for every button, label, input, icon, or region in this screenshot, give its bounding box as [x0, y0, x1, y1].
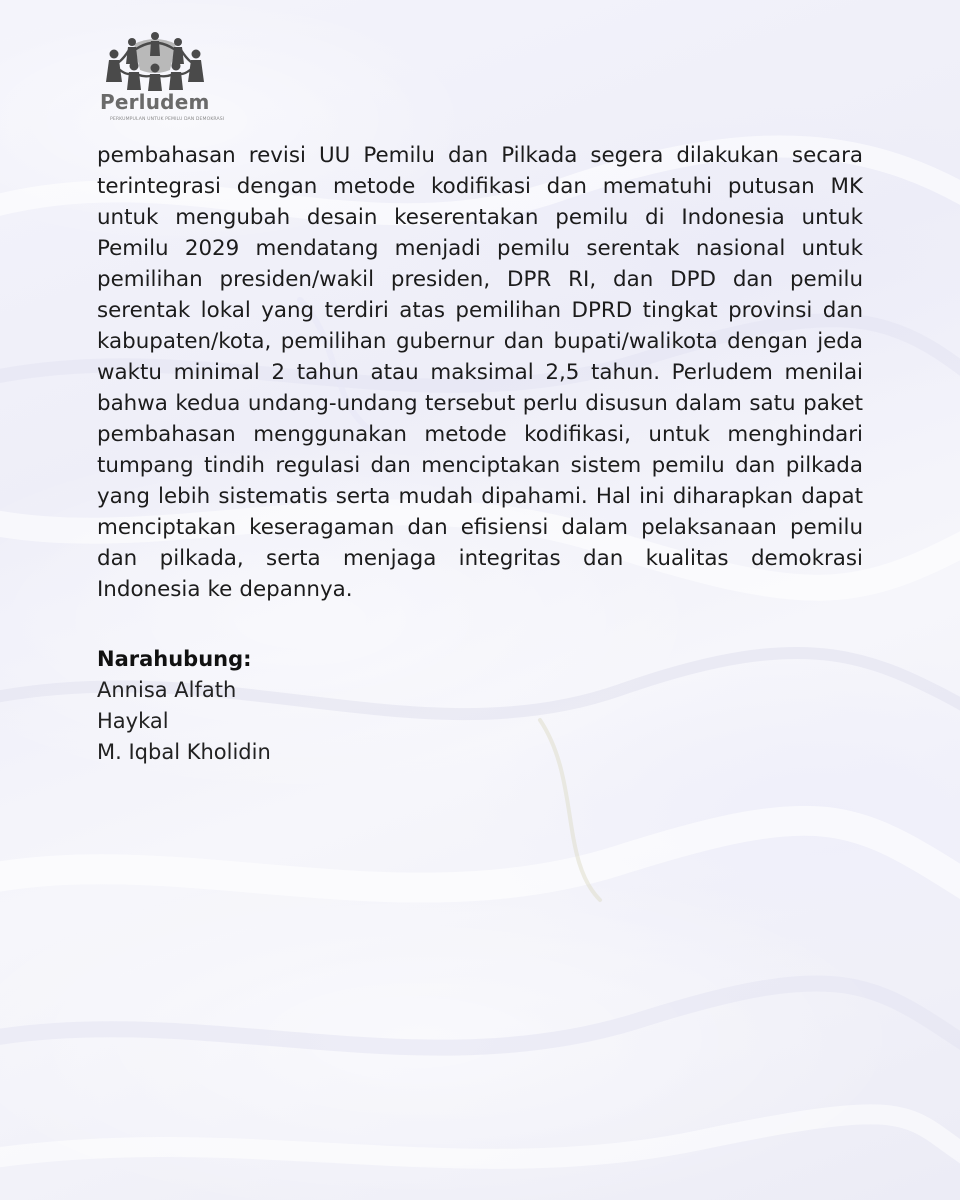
contact-section [97, 644, 863, 768]
perludem-logo [100, 30, 224, 130]
people-circle-logo-icon [100, 30, 210, 92]
logo-tagline: PERKUMPULAN UNTUK PEMILU DAN DEMOKRASI [110, 117, 225, 122]
contact-name: Annisa Alfath [97, 678, 237, 702]
press-release-content [97, 140, 863, 768]
contact-name: Haykal [97, 709, 169, 733]
body-paragraph: pembahasan revisi UU Pemilu dan Pilkada segera dilakukan secara terintegrasi dengan metode kodifikasi dan mematuhi putusan MK untuk mengubah desain keserentakan pemilu di Indonesia untuk Pemilu 2029 mendatang menjadi pemilu serentak nasional untuk pemilihan presiden/wakil presiden, DPR RI, dan DPD dan pemilu serentak lokal yang terdiri atas pemilihan DPRD tingkat provinsi dan kabupaten/kota, pemilihan gubernur dan bupati/walikota dengan jeda waktu minimal 2 tahun atau maksimal 2,5 tahun. Perludem menilai bahwa kedua undang-undang tersebut perlu disusun dalam satu paket pembahasan menggunakan metode kodifikasi, untuk menghindari tumpang tindih regulasi dan menciptakan sistem pemilu dan pilkada yang lebih sistematis serta mudah dipahami. Hal ini diharapkan dapat menciptakan keseragaman dan efisiensi dalam pelaksanaan pemilu dan pilkada, serta menjaga integritas dan kualitas demokrasi Indonesia ke depannya. [97, 143, 863, 602]
contact-heading: Narahubung: [97, 647, 252, 671]
contact-name: M. Iqbal Kholidin [97, 740, 271, 764]
logo-name: Perludem [100, 90, 210, 114]
